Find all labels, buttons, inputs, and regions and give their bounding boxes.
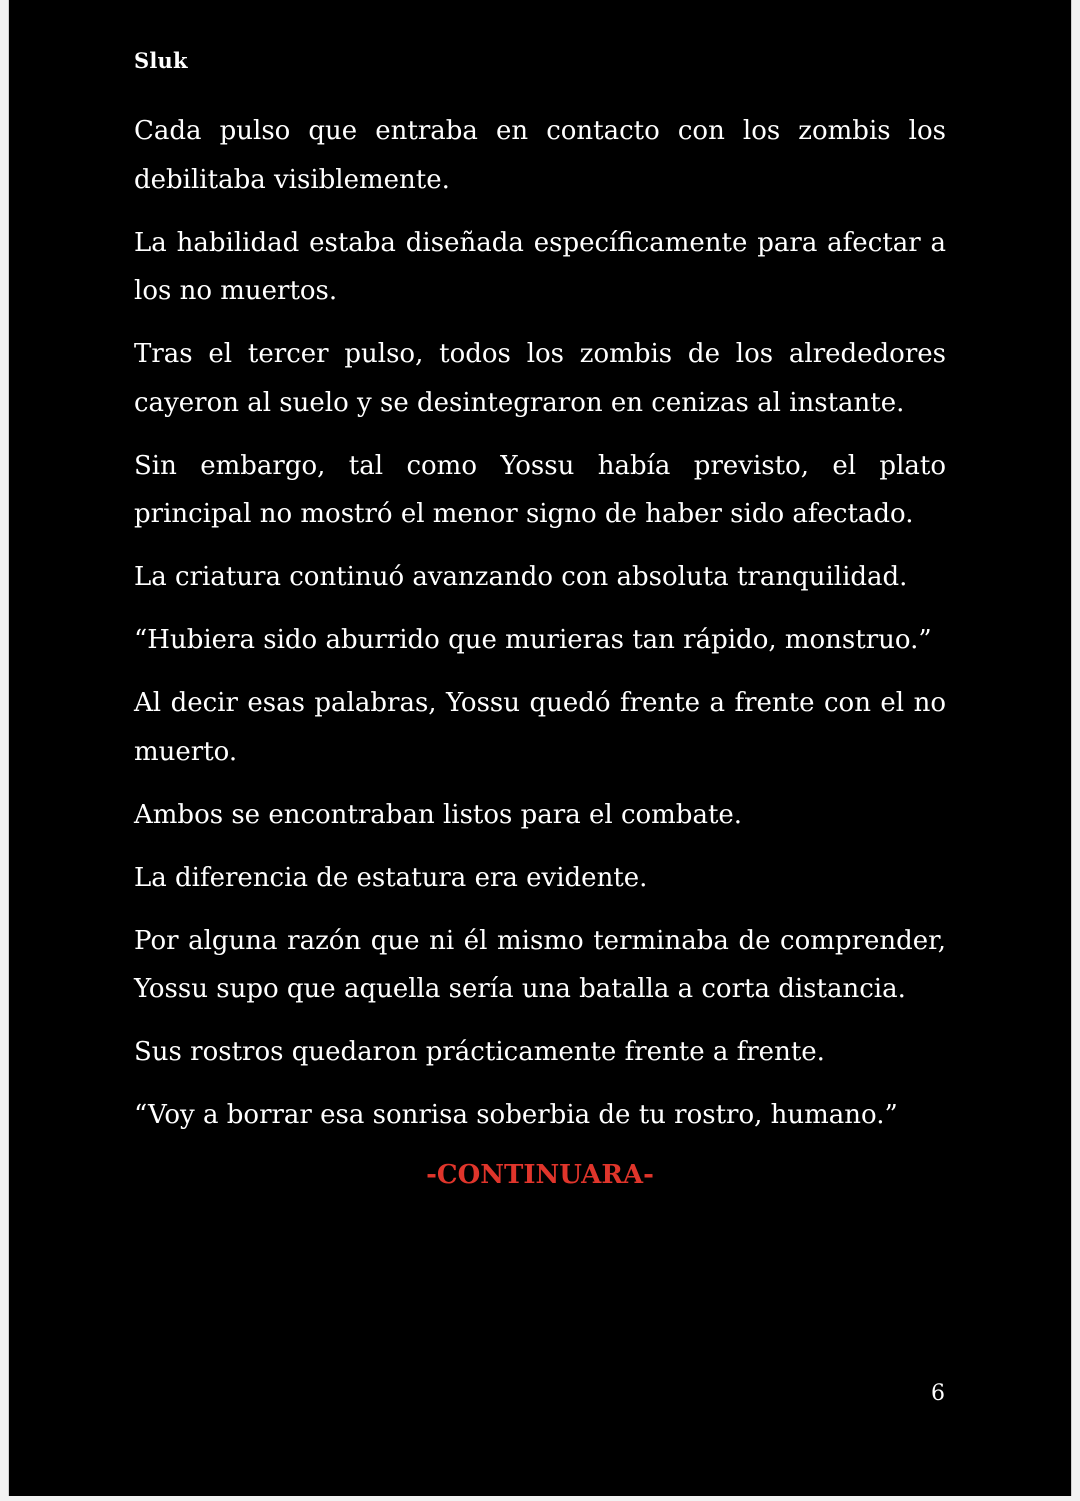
paragraph: Cada pulso que entraba en contacto con los zombis los debilitaba visiblemente. [134, 116, 946, 195]
paragraph: “Hubiera sido aburrido que murieras tan rápido, monstruo.” [134, 625, 932, 655]
paragraph: Sin embargo, tal como Yossu había previsto, el plato principal no mostró el menor signo de haber sido afectado. [134, 450, 946, 529]
paragraph: Por alguna razón que ni él mismo terminaba de comprender, Yossu supo que aquella sería una batalla a corta distancia. [134, 925, 946, 1004]
paragraph: Sus rostros quedaron prácticamente frente a frente. [134, 1037, 825, 1067]
paragraph: Tras el tercer pulso, todos los zombis de los alrededores cayeron al suelo y se desintegraron en cenizas al instante. [134, 339, 946, 418]
page-header-author: Sluk [134, 48, 188, 73]
page-number: 6 [931, 1381, 945, 1406]
document-page [8, 0, 1072, 1496]
page-body [134, 107, 946, 1154]
paragraph: Ambos se encontraban listos para el combate. [134, 799, 743, 830]
paragraph: La criatura continuó avanzando con absoluta tranquilidad. [134, 562, 908, 592]
paragraph: “Voy a borrar esa sonrisa soberbia de tu rostro, humano.” [134, 1100, 898, 1130]
paragraph: La habilidad estaba diseñada específicamente para afectar a los no muertos. [134, 227, 946, 306]
paragraph: La diferencia de estatura era evidente. [134, 862, 648, 893]
continued-marker: -CONTINUARA- [426, 1160, 654, 1190]
paragraph: Al decir esas palabras, Yossu quedó frente a frente con el no muerto. [134, 688, 946, 767]
